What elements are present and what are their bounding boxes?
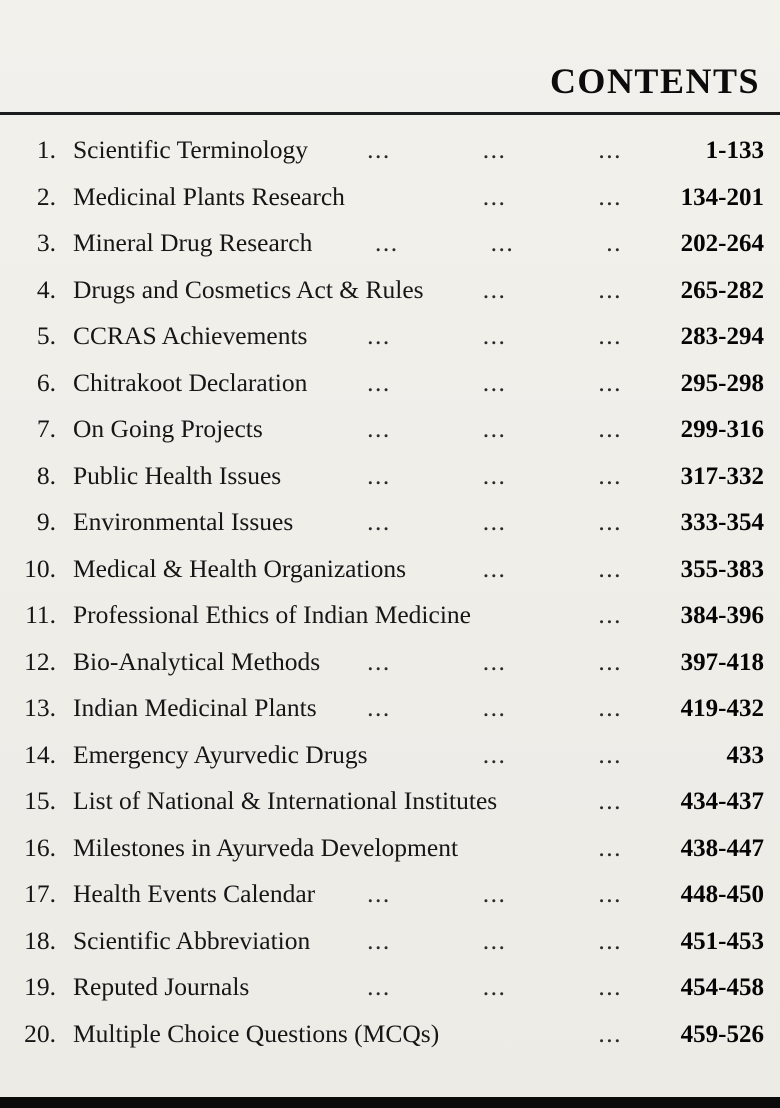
toc-entry-title: Drugs and Cosmetics Act & Rules: [73, 274, 424, 304]
scan-edge-artifact: [0, 1097, 780, 1108]
toc-entry-pages: 451-453: [680, 927, 764, 955]
toc-entry-pages: 419-432: [680, 695, 764, 722]
toc-entry-title: Reputed Journals: [73, 972, 250, 1001]
dot-leaders: ...: [598, 786, 622, 815]
toc-row: [0, 786, 780, 833]
dot-leaders: ... ...: [482, 181, 622, 211]
dot-leaders: ... ... ...: [367, 507, 622, 536]
toc-entry-number: 7.: [36, 414, 56, 443]
toc-entry-pages: 202-264: [680, 230, 764, 257]
dot-leaders: ...: [598, 832, 622, 862]
toc-row: [0, 182, 780, 229]
toc-entry-title: Professional Ethics of Indian Medicine: [73, 600, 471, 629]
toc-entry-number: 10.: [24, 553, 56, 583]
toc-entry-number: 4.: [36, 274, 56, 304]
toc-row: [0, 321, 780, 368]
toc-entry-title: Medicinal Plants Research: [73, 181, 345, 211]
toc-row: [0, 554, 780, 601]
table-of-contents: [0, 115, 780, 1065]
toc-entry-pages: 355-383: [680, 555, 764, 583]
dot-leaders: ... ... ...: [367, 972, 622, 1001]
dot-leaders: ... ... ...: [367, 646, 622, 676]
toc-row: [0, 693, 780, 740]
dot-leaders: ... ...: [482, 553, 622, 583]
toc-entry-title: Scientific Terminology: [73, 135, 308, 164]
dot-leaders: ...: [598, 600, 622, 629]
toc-entry-number: 15.: [24, 786, 56, 815]
toc-entry-title: On Going Projects: [73, 414, 263, 443]
toc-row: [0, 507, 780, 554]
toc-entry-pages: 299-316: [680, 416, 764, 443]
toc-entry-number: 12.: [24, 646, 56, 676]
dot-leaders: ...: [598, 1018, 622, 1048]
dot-leaders: ... ... ...: [367, 693, 622, 722]
toc-entry-number: 16.: [24, 832, 56, 862]
toc-entry-pages: 295-298: [680, 369, 764, 397]
toc-entry-number: 8.: [36, 460, 56, 490]
toc-entry-pages: 438-447: [680, 834, 764, 862]
toc-entry-title: Bio-Analytical Methods: [73, 646, 321, 676]
toc-entry-title: Indian Medicinal Plants: [73, 693, 317, 722]
toc-entry-number: 5.: [36, 321, 56, 350]
toc-entry-number: 17.: [24, 879, 56, 908]
toc-row: [0, 647, 780, 694]
toc-entry-number: 20.: [24, 1018, 56, 1048]
toc-entry-pages: 1-133: [705, 137, 764, 164]
toc-entry-pages: 317-332: [680, 462, 764, 490]
dot-leaders: ... ... ...: [367, 135, 622, 164]
toc-row: [0, 879, 780, 926]
toc-row: [0, 972, 780, 1019]
toc-entry-pages: 448-450: [680, 881, 764, 908]
dot-leaders: ... ...: [482, 739, 622, 769]
toc-row: [0, 461, 780, 508]
toc-entry-title: List of National & International Institutes: [73, 786, 498, 815]
toc-row: [0, 1019, 780, 1066]
toc-entry-pages: 333-354: [680, 509, 764, 536]
toc-entry-pages: 397-418: [680, 648, 764, 676]
toc-entry-title: Health Events Calendar: [73, 879, 316, 908]
toc-entry-number: 11.: [25, 600, 56, 629]
dot-leaders: ... ...: [482, 274, 622, 304]
toc-entry-title: Chitrakoot Declaration: [73, 367, 308, 397]
toc-entry-title: CCRAS Achievements: [73, 321, 308, 350]
toc-entry-pages: 265-282: [680, 276, 764, 304]
toc-row: [0, 833, 780, 880]
toc-entry-number: 18.: [24, 925, 56, 955]
toc-entry-number: 6.: [36, 367, 56, 397]
toc-entry-pages: 434-437: [680, 788, 764, 815]
toc-entry-title: Milestones in Ayurveda Development: [73, 832, 459, 862]
dot-leaders: ... ... ...: [367, 321, 622, 350]
toc-row: [0, 275, 780, 322]
toc-row: [0, 600, 780, 647]
toc-row: [0, 228, 780, 275]
toc-entry-pages: 134-201: [680, 183, 764, 211]
page-header: [0, 0, 780, 102]
toc-entry-title: Medical & Health Organizations: [73, 553, 407, 583]
toc-row: [0, 135, 780, 182]
toc-row: [0, 926, 780, 973]
dot-leaders: ... ... ...: [367, 460, 622, 490]
toc-entry-number: 2.: [36, 181, 56, 211]
dot-leaders: ... ... ...: [367, 414, 622, 443]
toc-entry-title: Emergency Ayurvedic Drugs: [73, 739, 368, 769]
toc-entry-number: 19.: [24, 972, 56, 1001]
toc-entry-pages: 384-396: [680, 602, 764, 629]
dot-leaders: ... ... ...: [367, 367, 622, 397]
toc-entry-title: Scientific Abbreviation: [73, 925, 311, 955]
toc-entry-pages: 459-526: [680, 1020, 764, 1048]
toc-entry-title: Mineral Drug Research: [73, 228, 313, 257]
toc-entry-pages: 283-294: [680, 323, 764, 350]
toc-row: [0, 740, 780, 787]
toc-entry-number: 13.: [24, 693, 56, 722]
dot-leaders: ... ... ...: [367, 879, 622, 908]
toc-entry-pages: 454-458: [680, 974, 764, 1001]
toc-entry-number: 14.: [24, 739, 56, 769]
toc-entry-title: Environmental Issues: [73, 507, 294, 536]
page-title: CONTENTS: [549, 61, 760, 101]
toc-entry-title: Public Health Issues: [73, 460, 282, 490]
toc-entry-title: Multiple Choice Questions (MCQs): [73, 1018, 440, 1048]
toc-row: [0, 414, 780, 461]
toc-entry-number: 9.: [36, 507, 56, 536]
toc-entry-pages: 433: [726, 741, 764, 769]
toc-row: [0, 368, 780, 415]
toc-entry-number: 1.: [36, 135, 56, 164]
toc-entry-number: 3.: [36, 228, 56, 257]
dot-leaders: ... ... ..: [374, 228, 622, 257]
dot-leaders: ... ... ...: [367, 925, 622, 955]
